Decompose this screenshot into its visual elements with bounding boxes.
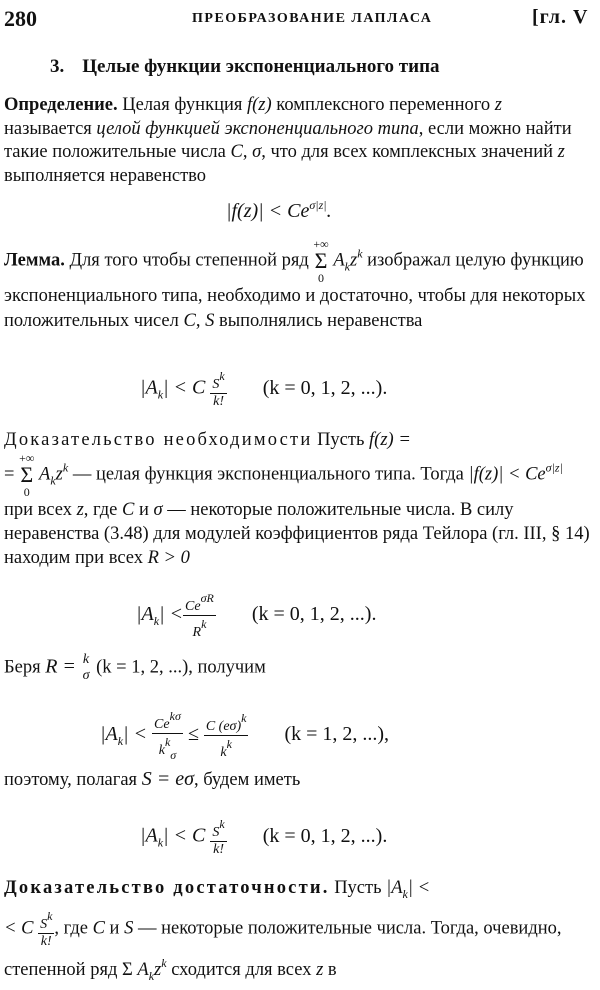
formula-mid: | < C [163, 376, 206, 399]
series-term: A [137, 960, 149, 980]
necessity-text: при всех [4, 500, 77, 520]
frac-den-sub: σ [170, 748, 177, 762]
sum-lower: 0 [318, 271, 325, 285]
taking-line [4, 652, 592, 684]
sufficiency-z: z [316, 960, 324, 980]
necessity-heading: Доказательство необходимости [4, 430, 313, 450]
definition-text: , если можно найти такие положительные числа [4, 118, 572, 162]
frac-denominator: k [220, 745, 227, 760]
sufficiency-A-end: | < [407, 878, 431, 898]
sufficiency-A-sub: k [402, 887, 408, 901]
necessity-sigma: σ [153, 500, 163, 520]
definition-z: z [557, 142, 565, 162]
necessity-z: z [76, 500, 84, 520]
frac-numerator: k [82, 652, 90, 667]
lemma-text: изображал целую функцию экспоненциального типа, необходимо и достаточно, чтобы для некоторых положительных чисел [4, 250, 586, 331]
running-header [0, 6, 600, 34]
section-title: Целые функции экспоненциального типа [82, 56, 440, 77]
running-title: ПРЕОБРАЗОВАНИЕ ЛАПЛАСА [192, 11, 433, 26]
formula-estimate [100, 708, 389, 763]
frac-denominator: k! [213, 842, 224, 857]
sufficiency-C: C [92, 918, 105, 939]
therefore-line [4, 768, 592, 793]
frac-numerator: Ce [154, 717, 170, 732]
formula-coeff-bound [140, 368, 387, 410]
frac-num-sup: k [219, 817, 225, 831]
formula-lhs: |A [100, 723, 118, 746]
definition-C: C [230, 142, 243, 162]
definition-text: называется [4, 118, 97, 139]
formula-le: ≤ [187, 723, 199, 746]
therefore-text: , будем иметь [193, 770, 301, 790]
sum-upper: +∞ [19, 451, 35, 465]
formula-sub: k [157, 835, 164, 850]
sigma-glyph: Σ [20, 462, 34, 487]
taking-R: R = [45, 655, 76, 678]
sum-lower: 0 [23, 485, 30, 499]
lemma-text: , [195, 311, 206, 331]
section-heading [50, 56, 440, 78]
frac-num-sup: k [241, 711, 247, 725]
formula-lhs: |A [136, 603, 154, 626]
fraction [152, 708, 183, 763]
series-sub: k [344, 259, 350, 274]
lemma-text: выполнялись неравенства [214, 311, 423, 331]
therefore-text: поэтому, полагая [4, 770, 142, 790]
definition-text: выполняется неравенство [4, 165, 207, 186]
frac-den-sup: k [164, 735, 171, 749]
formula-sub: k [153, 614, 160, 629]
frac-den-sup: k [226, 737, 232, 751]
page-number: 280 [4, 6, 37, 31]
formula-range: (k = 0, 1, 2, ...). [262, 824, 388, 847]
series-sup: k [62, 460, 69, 475]
sufficiency-text: в [323, 960, 337, 980]
sigma-glyph: Σ [314, 248, 328, 273]
formula-growth [226, 198, 332, 223]
necessity-text: — целая функция экспоненциального типа. Тогда [68, 464, 469, 485]
necessity-paragraph [4, 428, 592, 570]
frac-num-extra: σ [174, 709, 181, 723]
formula-cauchy [136, 590, 376, 641]
definition-text: , [242, 142, 253, 162]
series-sub: k [148, 969, 155, 983]
necessity-fz: f(z) = [369, 430, 411, 450]
definition-z: z [494, 95, 502, 115]
chapter-label: [гл. V [532, 6, 589, 28]
frac-num-sup: k [219, 369, 225, 383]
frac-denominator: k [158, 743, 165, 758]
frac-numerator: Ce [185, 599, 201, 614]
fraction [204, 710, 249, 761]
sufficiency-text: — некоторые положительные числа. Тогда, очевидно, степенной ряд [4, 918, 562, 980]
necessity-R: R > 0 [147, 548, 190, 568]
formula-mid: | < C [163, 824, 206, 847]
lemma-S: S [205, 311, 215, 331]
definition-paragraph [4, 94, 592, 188]
formula-mid: | < [159, 603, 184, 626]
formula-mid: | < [123, 723, 148, 746]
taking-text: (k = 1, 2, ...), получим [91, 657, 266, 678]
definition-fz: f(z) [247, 95, 272, 115]
frac-num-sup: k [169, 709, 175, 723]
taking-text: Беря [4, 657, 46, 678]
sufficiency-S: S [124, 918, 134, 939]
sum-symbol: Σ [122, 960, 133, 980]
necessity-text: = [4, 464, 20, 485]
series-sup: k [161, 956, 167, 970]
formula-range: (k = 0, 1, 2, ...). [262, 376, 388, 399]
necessity-text: , где [83, 500, 122, 520]
lemma-C: C [183, 311, 196, 331]
lemma-text: Для того чтобы степенной ряд [64, 250, 314, 271]
sufficiency-text: сходится для всех [166, 960, 317, 980]
necessity-text: — некоторые положительные числа. В силу неравенства (3.48) для модулей коэффициентов ряда Тейлора (гл. III, § 14) находим при всех [4, 500, 590, 568]
formula-lhs: |A [140, 376, 158, 399]
series-z: z [154, 960, 162, 980]
fraction [38, 908, 54, 950]
definition-label: Определение. [4, 95, 118, 115]
formula-coeff-bound-2 [140, 816, 387, 858]
frac-numerator: S [212, 825, 220, 840]
sum-symbol [313, 238, 328, 284]
sufficiency-heading: Доказательство достаточности. [4, 878, 330, 898]
frac-denominator: k! [213, 394, 224, 409]
sufficiency-line2: < C [4, 918, 34, 939]
section-number: 3. [50, 56, 65, 77]
frac-numerator: S [40, 917, 48, 932]
formula-sub: k [117, 734, 124, 749]
therefore-S: S = eσ [141, 768, 194, 790]
frac-denominator: σ [82, 668, 90, 683]
formula-lhs: |f(z)| < Ce [226, 200, 310, 222]
sum-upper: +∞ [313, 237, 329, 251]
formula-end: . [326, 200, 332, 222]
formula-range: (k = 0, 1, 2, ...). [251, 603, 377, 626]
frac-numerator: S [212, 377, 220, 392]
lemma-paragraph [4, 238, 592, 334]
sufficiency-A: |A [386, 878, 403, 898]
fraction [210, 816, 226, 858]
series-sup: k [357, 246, 363, 261]
necessity-ineq-exp: σ|z| [545, 460, 563, 475]
formula-exponent: σ|z| [309, 198, 327, 212]
sufficiency-paragraph [4, 875, 592, 990]
lemma-label: Лемма. [4, 250, 65, 271]
fraction [183, 590, 216, 641]
sufficiency-text: , где [54, 918, 93, 939]
frac-num-sup: σR [200, 591, 214, 605]
sufficiency-text: Пусть [329, 878, 387, 898]
definition-sigma: σ [252, 142, 262, 162]
sum-symbol [19, 452, 34, 498]
sufficiency-text: и [104, 918, 125, 939]
necessity-ineq: |f(z)| < Ce [468, 464, 546, 485]
frac-den-sup: k [201, 617, 207, 631]
series-z: z [55, 464, 63, 485]
formula-lhs: |A [140, 824, 158, 847]
frac-numerator: C (eσ) [205, 719, 242, 734]
definition-text: Целая функция [117, 95, 247, 115]
formula-range: (k = 1, 2, ...), [284, 723, 390, 746]
definition-text: , что для всех комплексных значений [261, 142, 558, 162]
definition-text: комплексного переменного [271, 95, 495, 115]
fraction [210, 368, 226, 410]
necessity-C: C [121, 500, 135, 520]
series-term: A [333, 250, 345, 271]
frac-denominator: R [192, 625, 202, 640]
necessity-text: и [134, 500, 154, 520]
fraction [81, 652, 92, 684]
frac-denominator: k! [40, 934, 52, 949]
series-z: z [349, 250, 358, 271]
frac-num-sup: k [47, 909, 53, 923]
series-term: A [39, 464, 51, 485]
necessity-text: Пусть [312, 430, 370, 450]
series-sub: k [50, 473, 56, 488]
formula-sub: k [157, 387, 164, 402]
definition-term: целой функцией экспоненциального типа [96, 118, 419, 139]
